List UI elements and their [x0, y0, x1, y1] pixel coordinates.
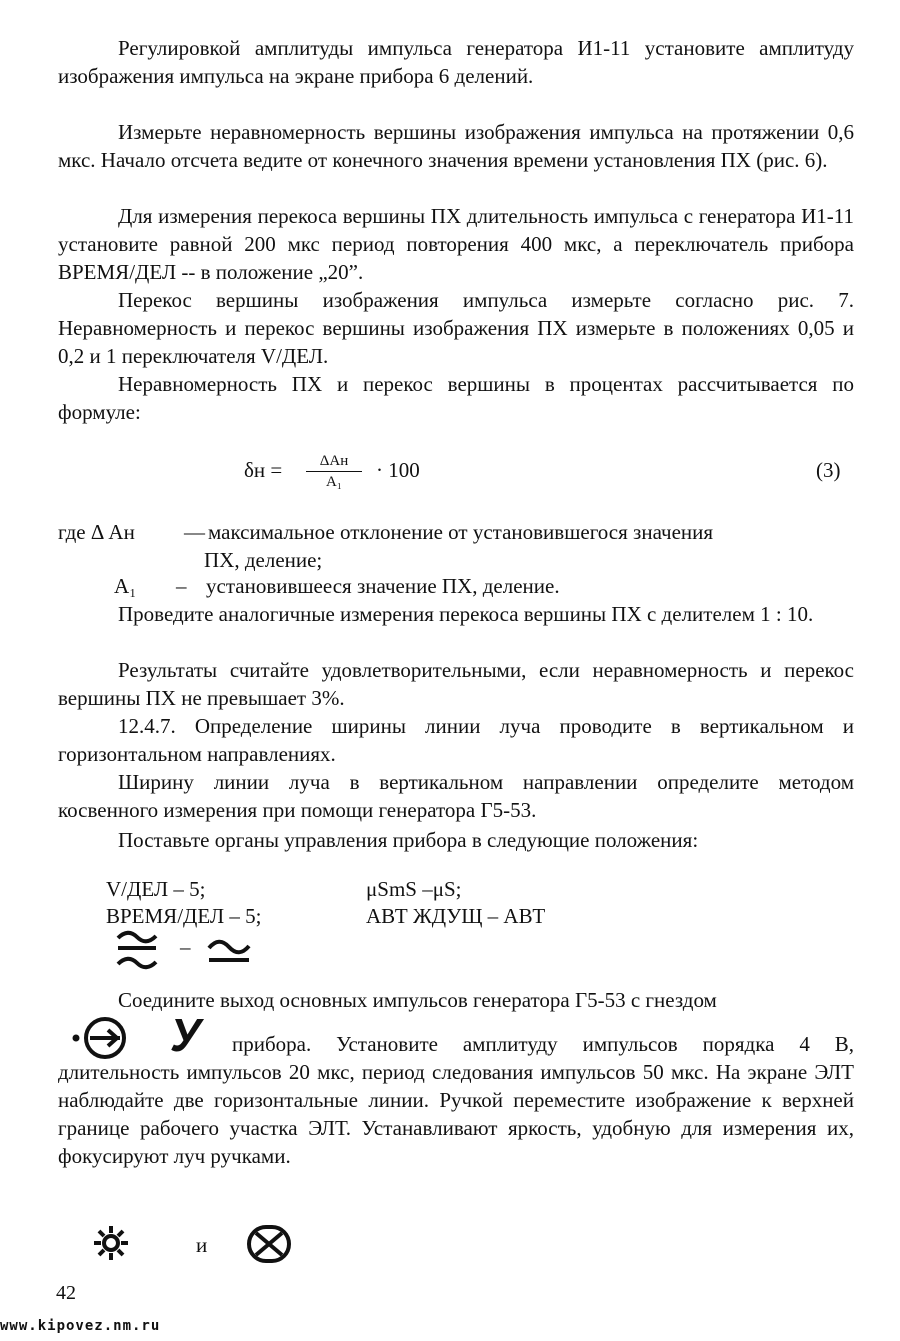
formula-fraction [306, 452, 362, 492]
setting-mu-s: μSmS –μS; [366, 877, 462, 901]
paragraph-9: Ширину линии луча в вертикальном направлении определите методом косвенного измерения при помощи генератора Г5-53. [58, 770, 854, 822]
paragraph-1: Регулировкой амплитуды импульса генератора И1-11 установите амплитуду изображения импульса на экране прибора 6 делений. [58, 36, 854, 88]
paragraph-6: Проведите аналогичные измерения перекоса вершины ПХ с делителем 1 : 10. [118, 602, 814, 626]
paragraph-2: Измерьте неравномерность вершины изображения импульса на протяжении 0,6 мкс. Начало отсчета ведите от конечного значения времени установления ПХ (рис. 6). [58, 120, 854, 172]
formula-numerator: ΔAн [306, 452, 362, 472]
definition-1-symbol: где Δ Aн [58, 520, 135, 544]
formula-number: (3) [816, 458, 841, 482]
formula-multiplier: · 100 [376, 458, 420, 482]
paragraph-3: Для измерения перекоса вершины ПХ длительность импульса с генератора И1-11 установите равной 200 мкс период повторения 400 мкс, а переключатель прибора ВРЕМЯ/ДЕЛ -- в положение „20”. [58, 204, 854, 284]
definition-2-text: установившееся значение ПХ, деление. [206, 574, 560, 598]
formula-3 [0, 452, 900, 506]
setting-v-del: V/ДЕЛ – 5; [106, 877, 206, 901]
paragraph-7: Результаты считайте удовлетворительными, если неравномерность и перекос вершины ПХ не превышает 3%. [58, 658, 854, 710]
page-number: 42 [56, 1282, 76, 1304]
channel-y-icon: У [170, 1009, 202, 1061]
formula-denominator: A₁ [325, 474, 343, 490]
paragraph-11a: Соедините выход основных импульсов генератора Г5-53 с гнездом [118, 988, 717, 1012]
paragraph-5: Неравномерность ПХ и перекос вершины в процентах рассчитывается по формуле: [58, 372, 854, 424]
paragraph-11b: прибора. Установите амплитуду импульсов порядка 4 В, длительность импульсов 20 мкс, период следования импульсов 50 мкс. На экране ЭЛТ наблюдайте две горизонтальные линии. Ручкой переместите изображение к верхней границе рабочего участка ЭЛТ. Устанавливают яркость, удобную для измерения их, фокусируют луч ручками. [58, 1032, 854, 1168]
setting-time-del: ВРЕМЯ/ДЕЛ – 5; [106, 904, 262, 928]
focus-icon [246, 1224, 292, 1264]
definition-2-dash: – [176, 574, 187, 598]
definition-2-symbol: A₁ [114, 574, 137, 598]
paragraph-4: Перекос вершины изображения импульса измерьте согласно рис. 7. Неравномерность и перекос вершины изображения ПХ измерьте в положениях 0,05 и 0,2 и 1 переключателя V/ДЕЛ. [58, 288, 854, 368]
setting-auto: АВТ ЖДУЩ – АВТ [366, 904, 546, 928]
definition-1-text-cont: ПХ, деление; [204, 548, 323, 572]
brightness-icon [92, 1224, 130, 1262]
ac-dc-coupling-icon [114, 924, 160, 974]
and-word: и [196, 1233, 208, 1257]
ac-coupling-icon [206, 932, 252, 968]
paragraph-8: 12.4.7. Определение ширины линии луча проводите в вертикальном и горизонтальном направлениях. [58, 714, 854, 766]
definition-1-text: максимальное отклонение от установившегося значения [208, 520, 714, 544]
source-url: www.kipovez.nm.ru [0, 1318, 161, 1334]
formula-lhs: δн = [244, 458, 283, 482]
setting-coupling-dash: – [180, 935, 191, 959]
paragraph-10: Поставьте органы управления прибора в следующие положения: [118, 828, 699, 852]
definition-1-dash: — [184, 520, 205, 544]
